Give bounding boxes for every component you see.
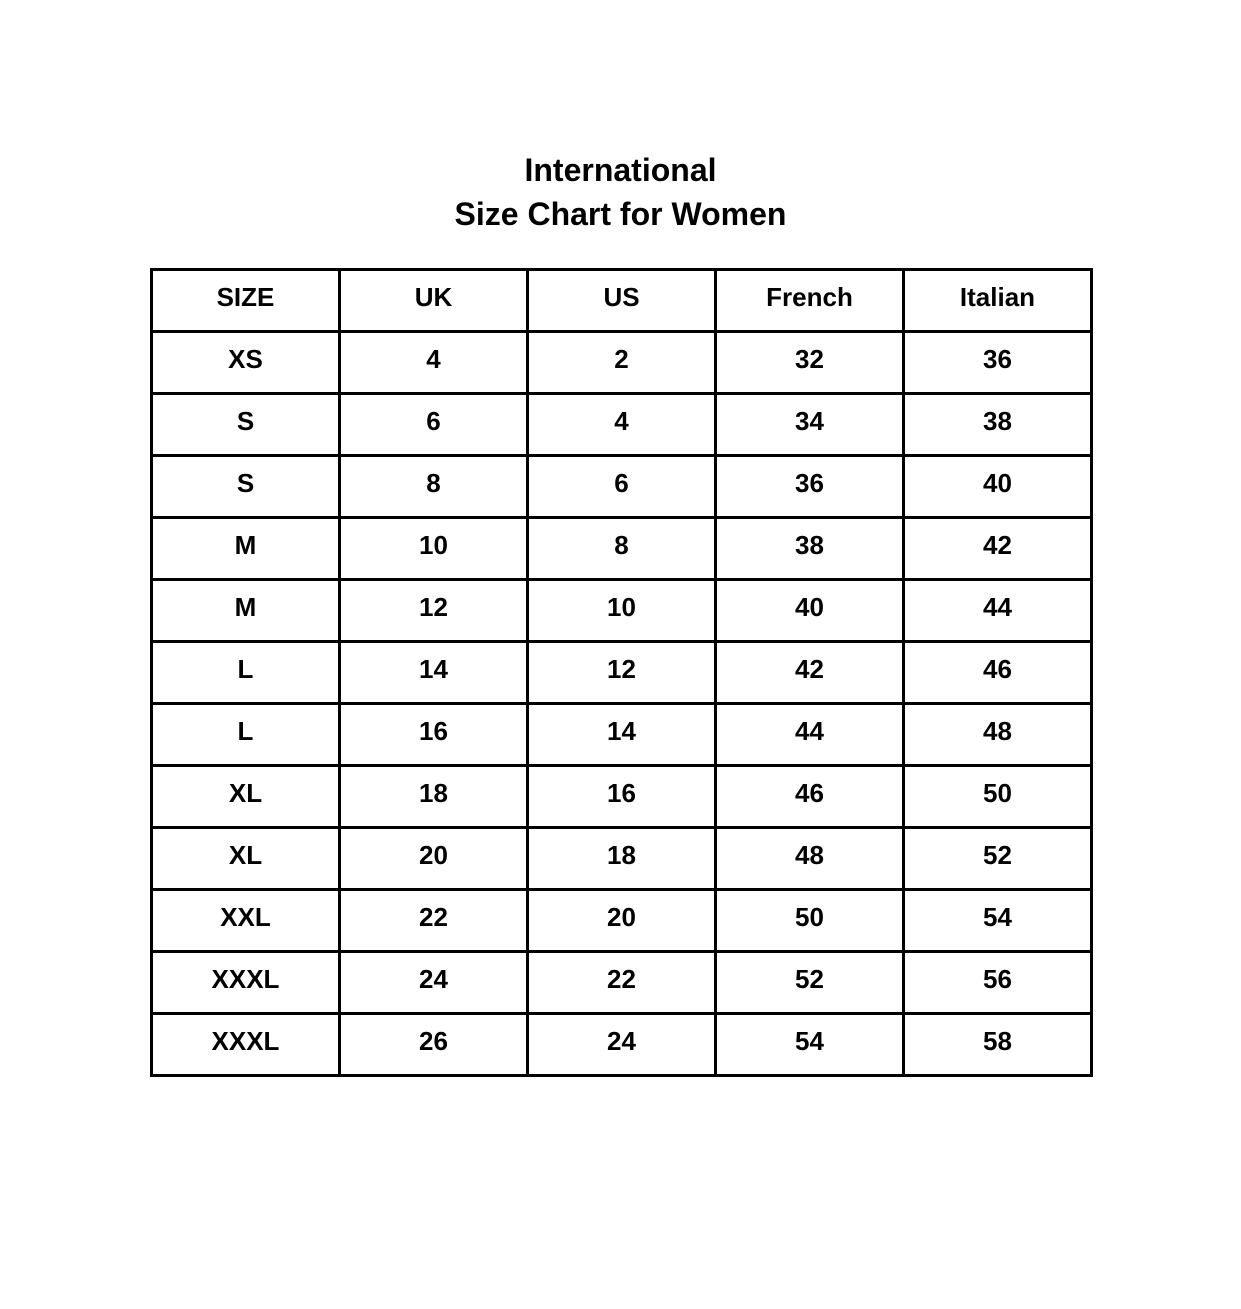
cell-french: 42 bbox=[716, 642, 904, 704]
cell-us: 22 bbox=[528, 952, 716, 1014]
header-us: US bbox=[528, 270, 716, 332]
cell-italian: 56 bbox=[904, 952, 1092, 1014]
cell-us: 10 bbox=[528, 580, 716, 642]
cell-us: 14 bbox=[528, 704, 716, 766]
cell-italian: 54 bbox=[904, 890, 1092, 952]
cell-size: XS bbox=[152, 332, 340, 394]
title-line-2: Size Chart for Women bbox=[454, 196, 787, 232]
cell-italian: 58 bbox=[904, 1014, 1092, 1076]
cell-french: 40 bbox=[716, 580, 904, 642]
cell-uk: 22 bbox=[340, 890, 528, 952]
cell-french: 32 bbox=[716, 332, 904, 394]
cell-us: 16 bbox=[528, 766, 716, 828]
cell-size: L bbox=[152, 704, 340, 766]
cell-size: XXXL bbox=[152, 952, 340, 1014]
cell-italian: 52 bbox=[904, 828, 1092, 890]
cell-size: S bbox=[152, 456, 340, 518]
table-row bbox=[152, 456, 1092, 518]
cell-us: 6 bbox=[528, 456, 716, 518]
table-row bbox=[152, 1014, 1092, 1076]
cell-size: XL bbox=[152, 766, 340, 828]
table-row bbox=[152, 890, 1092, 952]
table-row bbox=[152, 642, 1092, 704]
cell-us: 18 bbox=[528, 828, 716, 890]
cell-size: XXXL bbox=[152, 1014, 340, 1076]
cell-size: XXL bbox=[152, 890, 340, 952]
cell-french: 44 bbox=[716, 704, 904, 766]
title-line-1: International bbox=[524, 152, 717, 188]
cell-us: 2 bbox=[528, 332, 716, 394]
cell-italian: 42 bbox=[904, 518, 1092, 580]
header-uk: UK bbox=[340, 270, 528, 332]
cell-uk: 18 bbox=[340, 766, 528, 828]
cell-uk: 20 bbox=[340, 828, 528, 890]
cell-uk: 16 bbox=[340, 704, 528, 766]
cell-size: XL bbox=[152, 828, 340, 890]
cell-french: 36 bbox=[716, 456, 904, 518]
cell-uk: 26 bbox=[340, 1014, 528, 1076]
cell-uk: 10 bbox=[340, 518, 528, 580]
cell-uk: 14 bbox=[340, 642, 528, 704]
table-row bbox=[152, 766, 1092, 828]
cell-italian: 50 bbox=[904, 766, 1092, 828]
cell-us: 8 bbox=[528, 518, 716, 580]
cell-us: 4 bbox=[528, 394, 716, 456]
cell-us: 12 bbox=[528, 642, 716, 704]
cell-french: 50 bbox=[716, 890, 904, 952]
cell-uk: 12 bbox=[340, 580, 528, 642]
size-chart-table bbox=[150, 268, 1093, 1077]
cell-size: L bbox=[152, 642, 340, 704]
cell-uk: 24 bbox=[340, 952, 528, 1014]
cell-italian: 40 bbox=[904, 456, 1092, 518]
cell-french: 54 bbox=[716, 1014, 904, 1076]
table-row bbox=[152, 828, 1092, 890]
header-size: SIZE bbox=[152, 270, 340, 332]
cell-size: M bbox=[152, 518, 340, 580]
table-header-row bbox=[152, 270, 1092, 332]
cell-french: 34 bbox=[716, 394, 904, 456]
header-french: French bbox=[716, 270, 904, 332]
cell-us: 24 bbox=[528, 1014, 716, 1076]
table-row bbox=[152, 332, 1092, 394]
header-italian: Italian bbox=[904, 270, 1092, 332]
table-row bbox=[152, 580, 1092, 642]
cell-size: S bbox=[152, 394, 340, 456]
cell-italian: 46 bbox=[904, 642, 1092, 704]
table-row bbox=[152, 518, 1092, 580]
cell-italian: 48 bbox=[904, 704, 1092, 766]
page-title bbox=[0, 148, 1241, 236]
cell-size: M bbox=[152, 580, 340, 642]
cell-italian: 38 bbox=[904, 394, 1092, 456]
cell-uk: 4 bbox=[340, 332, 528, 394]
cell-uk: 8 bbox=[340, 456, 528, 518]
table-row bbox=[152, 394, 1092, 456]
cell-french: 38 bbox=[716, 518, 904, 580]
cell-us: 20 bbox=[528, 890, 716, 952]
table-row bbox=[152, 952, 1092, 1014]
table-body bbox=[152, 332, 1092, 1076]
cell-french: 46 bbox=[716, 766, 904, 828]
cell-italian: 44 bbox=[904, 580, 1092, 642]
cell-uk: 6 bbox=[340, 394, 528, 456]
cell-french: 48 bbox=[716, 828, 904, 890]
cell-french: 52 bbox=[716, 952, 904, 1014]
cell-italian: 36 bbox=[904, 332, 1092, 394]
table-row bbox=[152, 704, 1092, 766]
